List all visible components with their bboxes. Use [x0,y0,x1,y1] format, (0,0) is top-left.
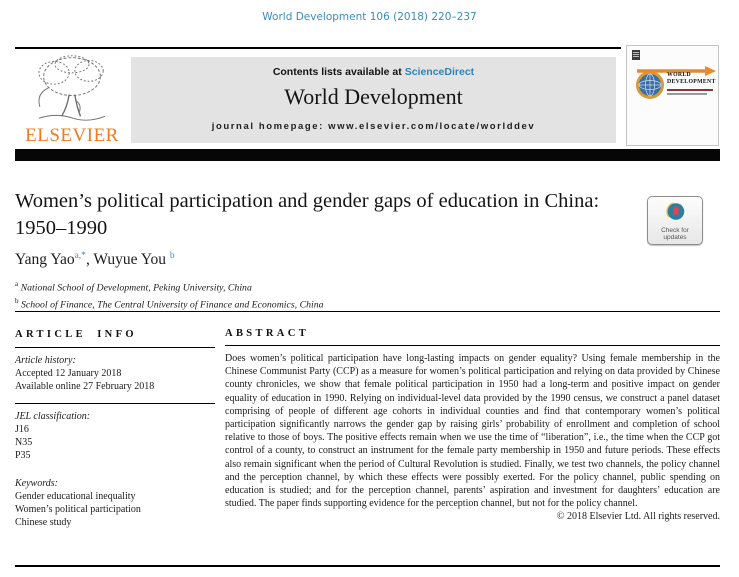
check-for-updates-badge[interactable] [647,196,703,245]
article-info-rule [15,347,215,348]
journal-citation-link[interactable]: World Development 106 (2018) 220–237 [262,11,477,23]
affiliations [15,278,324,312]
abstract-text: Does women’s political participation have long-lasting impacts on gender equality? Using female membership in the Chinese Communist Party (CCP) as a measure for women’s political participation and relying on data provided by Chinese county chronicles, we show that female political participation in 1950 had a long-term and positive impact on gender equality of education in 1990. Relying on individual-level data provided by the 1990 census, we construct a panel dataset comprising of people of different age cohorts in individual counties and find that contemporary women’s political participation significantly narrows the gender gap by raising girls’ probability of enrollment and completion of school relative to those of boys. The positive effects remain when we use the time of “liberation”, i.e., the time when the CCP got control of a county, to construct an instrument for the female party membership in 1950 and future periods. These effects also remain significant when the period of Cultural Revolution is studied. Finally, we test two channels, the policy channel and the perception channel, by which these effects were possibly exerted. For the policy channel, public spending on education is studied; and for the perception channel, parents’ aspiration and investment for daughters’ education are studied. The paper finds supporting evidence for the perception channel, but not for the policy channel. [225,353,720,510]
journal-name: World Development [284,84,463,109]
elsevier-logo[interactable] [16,52,128,146]
article-history-label: Article history: [15,355,76,366]
keyword-item: Gender educational inequality [15,491,136,502]
jel-code: P35 [15,450,31,461]
journal-cover-thumbnail[interactable] [626,45,719,146]
elsevier-wordmark: ELSEVIER [25,125,119,146]
author-name: Yang Yao [15,251,75,269]
jel-label: JEL classification: [15,411,91,422]
sciencedirect-link[interactable]: ScienceDirect [404,66,475,78]
article-title-line1: Women’s political participation and gender gaps of education in China: [15,190,600,212]
keyword-item: Chinese study [15,517,72,528]
journal-homepage-link[interactable]: journal homepage: www.elsevier.com/locate/worlddev [211,121,536,132]
contents-line-text: Contents lists available at [272,66,405,78]
author-affiliation-marker[interactable]: a,* [74,251,86,261]
abstract-column [225,328,720,522]
cover-subtitle-line [667,89,713,91]
publisher-emblem-icon [632,50,640,60]
article-title [15,188,640,242]
article-info-rule [15,403,215,404]
page-bottom-rule [15,565,720,567]
check-badge-label: Check for updates [661,227,689,241]
author-separator: , [85,251,94,269]
abstract-rule [225,345,720,346]
article-info-heading: ARTICLE INFO [15,329,137,340]
contents-line [131,66,616,78]
header-thick-rule [15,149,720,161]
article-title-line2: 1950–1990 [15,217,108,239]
cover-subtitle-line [667,93,707,95]
keyword-item: Women’s political participation [15,504,141,515]
article-history-item: Available online 27 February 2018 [15,381,155,392]
journal-header-box [131,57,616,143]
article-info-column [15,328,215,529]
header-top-rule [15,47,621,49]
author-line [15,251,175,269]
affiliation-item: $^b$ School of Finance, The Central University of Finance and Economics, China [15,296,324,311]
jel-code: N35 [15,437,33,448]
crossmark-icon [665,209,686,226]
jel-code: J16 [15,424,29,435]
section-divider-rule [15,311,720,312]
copyright-line: © 2018 Elsevier Ltd. All rights reserved. [556,511,720,523]
author-affiliation-marker[interactable]: b [169,251,175,261]
cover-journal-title: WORLD DEVELOPMENT [667,72,716,85]
keywords-label: Keywords: [15,478,58,489]
article-history-item: Accepted 12 January 2018 [15,368,122,379]
abstract-heading: ABSTRACT [225,328,310,339]
author-name: Wuyue You [93,251,167,269]
elsevier-tree-icon [20,109,124,126]
affiliation-item: $^a$ National School of Development, Peking University, China [15,280,252,294]
